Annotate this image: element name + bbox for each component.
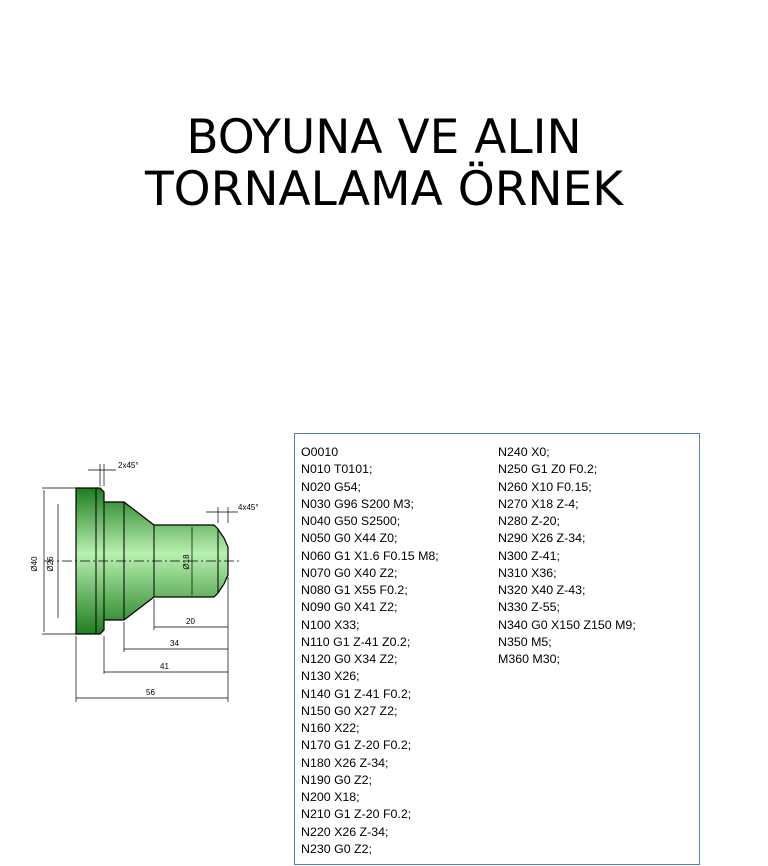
program-line: N010 T0101; <box>301 462 373 477</box>
dim-chamfer-left-label: 2x45° <box>118 461 139 470</box>
slide-title-line-1: BOYUNA VE ALIN <box>186 110 582 165</box>
program-line: N260 X10 F0.15; <box>498 479 592 494</box>
program-line: N120 G0 X34 Z2; <box>301 652 398 666</box>
dim-dia-18-label: Ø18 <box>182 554 191 570</box>
program-line: N180 X26 Z-34; <box>301 755 389 770</box>
program-line: N280 Z-20; <box>498 514 560 528</box>
program-line: N220 X26 Z-34; <box>301 824 389 839</box>
program-line: N080 G1 X55 F0.2; <box>301 583 408 597</box>
dim-dia-40-label: Ø40 <box>30 556 39 572</box>
program-line: M360 M30; <box>498 652 560 666</box>
cnc-program-box <box>294 433 700 865</box>
program-line: N340 G0 X150 Z150 M9; <box>498 617 636 632</box>
program-line: N240 X0; <box>498 445 550 459</box>
program-line: N300 Z-41; <box>498 548 560 563</box>
program-line: N140 G1 Z-41 F0.2; <box>301 686 412 701</box>
program-column-2 <box>498 444 636 668</box>
program-line: N350 M5; <box>498 634 552 649</box>
dim-chamfer-right-label: 4x45° <box>238 503 259 512</box>
program-line: N330 Z-55; <box>498 600 560 615</box>
program-line: N030 G96 S200 M3; <box>301 496 414 511</box>
dim-dia-26-label: Ø26 <box>46 556 55 572</box>
dim-len-34-label: 34 <box>170 639 179 648</box>
program-line: N100 X33; <box>301 617 360 632</box>
program-column-1 <box>301 444 439 858</box>
part-drawing-svg <box>24 452 274 712</box>
program-line: N170 G1 Z-20 F0.2; <box>301 738 412 753</box>
program-line: N190 G0 Z2; <box>301 772 372 787</box>
dim-len-56-label: 56 <box>146 688 155 697</box>
program-line: N200 X18; <box>301 790 360 804</box>
program-line: N070 G0 X40 Z2; <box>301 565 398 580</box>
program-line: N040 G50 S2500; <box>301 514 401 528</box>
slide-title <box>0 112 768 216</box>
program-line: N020 G54; <box>301 479 361 494</box>
part-drawing <box>24 452 274 712</box>
program-line: N130 X26; <box>301 669 360 684</box>
program-line: N250 G1 Z0 F0.2; <box>498 462 598 477</box>
program-line: N310 X36; <box>498 565 557 580</box>
program-line: N090 G0 X41 Z2; <box>301 600 398 615</box>
program-line: N050 G0 X44 Z0; <box>301 531 398 546</box>
program-line: N270 X18 Z-4; <box>498 496 579 511</box>
program-line: O0010 <box>301 445 339 459</box>
dim-len-20-label: 20 <box>186 617 195 626</box>
program-line: N150 G0 X27 Z2; <box>301 703 398 718</box>
program-line: N230 G0 Z2; <box>301 841 372 856</box>
program-line: N320 X40 Z-43; <box>498 583 586 597</box>
program-line: N110 G1 Z-41 Z0.2; <box>301 634 411 649</box>
program-line: N060 G1 X1.6 F0.15 M8; <box>301 548 439 563</box>
program-line: N290 X26 Z-34; <box>498 531 586 546</box>
program-line: N160 X22; <box>301 721 360 735</box>
slide-title-line-2: TORNALAMA ÖRNEK <box>144 162 624 217</box>
program-line: N210 G1 Z-20 F0.2; <box>301 807 412 822</box>
dim-len-41-label: 41 <box>160 662 169 671</box>
